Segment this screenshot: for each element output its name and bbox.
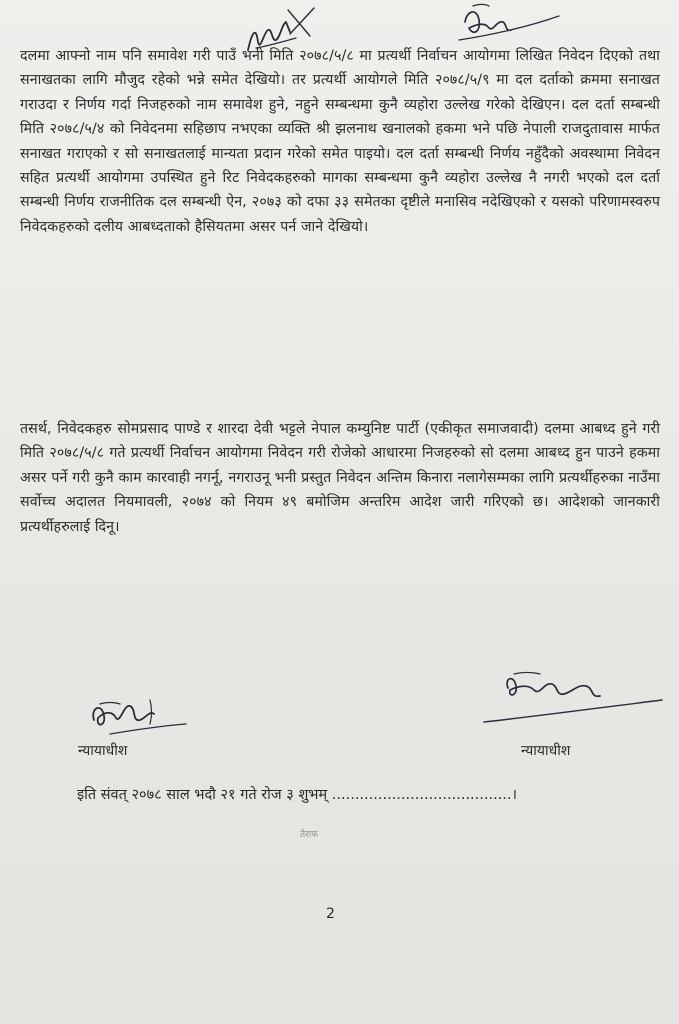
faint-stamp: तेराफ	[300, 830, 319, 840]
top-initials-right	[455, 2, 565, 46]
right-signature	[478, 668, 668, 728]
date-line: इति संवत् २०७८ साल भदौ २१ गते रोज ३ शुभम् .......................................।	[77, 787, 518, 803]
body-paragraph-1: दलमा आफ्नो नाम पनि समावेश गरी पाउँ भनी मिति २०७८/५/८ मा प्रत्यर्थी निर्वाचन आयोगमा लिखित निवेदन दिएको तथा सनाखतका लागि मौजुद रहेको भन्ने समेत देखियो। तर प्रत्यर्थी आयोगले मिति २०७८/५/९ मा दल दर्ताको क्रममा सनाखत गराउदा र निर्णय गर्दा निजहरुको नाम समावेश हुने, नहुने सम्बन्धमा कुनै व्यहोरा उल्लेख गरेको देखिएन। दल दर्ता सम्बन्धी मिति २०७८/५/४ को निवेदनमा सहिछाप नभएका व्यक्ति श्री झलनाथ खनालको हकमा भने पछि नेपाली राजदुतावास मार्फत सनाखत गराएको र सो सनाखतलाई मान्यता प्रदान गरेको समेत पाइयो। दल दर्ता सम्बन्धी निर्णय नहुँदैको अवस्थामा निवेदन सहित प्रत्यर्थी आयोगमा उपस्थित हुने रिट निवेदकहरुको मागका सम्बन्धमा कुनै व्यहोरा उल्लेख नै नगरी भएको दल दर्ता सम्बन्धी निर्णय राजनीतिक दल सम्बन्धी ऐन, २०७३ को दफा ३३ समेतका दृष्टीले मनासिव नदेखिएको र यसको परिणामस्वरुप निवेदकहरुको दलीय आबध्दताको हैसियतमा असर पर्न जाने देखियो।	[20, 48, 660, 235]
body-paragraph-2: तसर्थ, निवेदकहरु सोमप्रसाद पाण्डे र शारदा देवी भट्टले नेपाल कम्युनिष्ट पार्टी (एकीकृत समाजवादी) दलमा आबध्द हुने गरी मिति २०७८/५/८ गते प्रत्यर्थी निर्वाचन आयोगमा निवेदन गरी रोजेको आधारमा निजहरुको सो दलमा आबध्द हुन पाउने हकमा असर पर्ने गरी कुनै काम कारवाही नगर्नू, नगराउनू भनी प्रस्तुत निवेदन अन्तिम किनारा नलागेसम्मका लागि प्रत्यर्थीहरुका नाउँमा सर्वोच्च अदालत नियमावली, २०७४ को नियम ४९ बमोजिम अन्तरिम आदेश जारी गरिएको छ। आदेशको जानकारी प्रत्यर्थीहरुलाई दिनू।	[20, 421, 660, 535]
left-signature	[80, 690, 200, 742]
page-number: 2	[326, 906, 335, 922]
right-signature-caption: न्यायाधीश	[521, 743, 571, 759]
left-signature-caption: न्यायाधीश	[78, 743, 128, 759]
